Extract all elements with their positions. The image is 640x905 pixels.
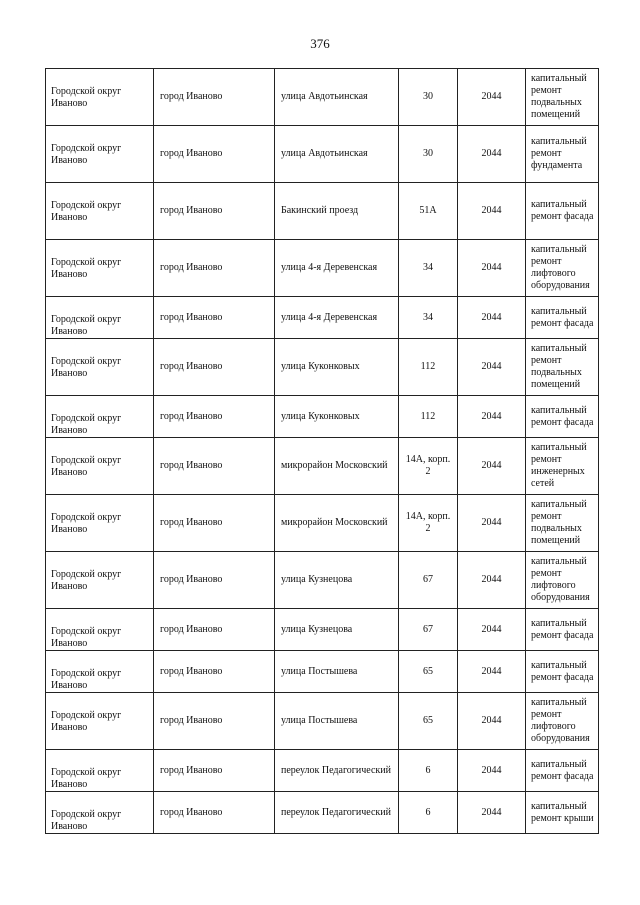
year-cell: 2044 <box>458 69 526 126</box>
table-row <box>46 651 599 693</box>
year-cell: 2044 <box>458 495 526 552</box>
house-number-cell: 65 <box>399 693 458 750</box>
house-number-cell: 30 <box>399 69 458 126</box>
municipality-cell: Городской округ Иваново <box>46 651 154 693</box>
municipality-cell: Городской округ Иваново <box>46 693 154 750</box>
work-type-cell: капитальный ремонт инженерных сетей <box>526 438 599 495</box>
city-cell: город Иваново <box>154 297 275 339</box>
street-cell: улица Кузнецова <box>275 609 399 651</box>
house-number-cell: 6 <box>399 792 458 834</box>
work-type-cell: капитальный ремонт лифтового оборудования <box>526 552 599 609</box>
house-number-cell: 112 <box>399 339 458 396</box>
house-number-cell: 34 <box>399 240 458 297</box>
work-type-cell: капитальный ремонт фасада <box>526 396 599 438</box>
street-cell: улица 4-я Деревенская <box>275 240 399 297</box>
table-row <box>46 495 599 552</box>
table-row <box>46 339 599 396</box>
street-cell: улица Авдотьинская <box>275 69 399 126</box>
city-cell: город Иваново <box>154 69 275 126</box>
municipality-cell: Городской округ Иваново <box>46 495 154 552</box>
house-number-cell: 14А, корп. 2 <box>399 438 458 495</box>
year-cell: 2044 <box>458 651 526 693</box>
municipality-cell: Городской округ Иваново <box>46 297 154 339</box>
city-cell: город Иваново <box>154 126 275 183</box>
municipality-cell: Городской округ Иваново <box>46 339 154 396</box>
city-cell: город Иваново <box>154 183 275 240</box>
table-body <box>46 69 599 834</box>
house-number-cell: 67 <box>399 609 458 651</box>
year-cell: 2044 <box>458 792 526 834</box>
work-type-cell: капитальный ремонт подвальных помещений <box>526 495 599 552</box>
year-cell: 2044 <box>458 750 526 792</box>
street-cell: улица Куконковых <box>275 396 399 438</box>
work-type-cell: капитальный ремонт фасада <box>526 651 599 693</box>
municipality-cell: Городской округ Иваново <box>46 240 154 297</box>
municipality-cell: Городской округ Иваново <box>46 126 154 183</box>
house-number-cell: 14А, корп. 2 <box>399 495 458 552</box>
table-row <box>46 183 599 240</box>
municipality-cell: Городской округ Иваново <box>46 609 154 651</box>
house-number-cell: 65 <box>399 651 458 693</box>
year-cell: 2044 <box>458 552 526 609</box>
year-cell: 2044 <box>458 183 526 240</box>
table-row <box>46 750 599 792</box>
house-number-cell: 30 <box>399 126 458 183</box>
house-number-cell: 67 <box>399 552 458 609</box>
table-row <box>46 609 599 651</box>
table-row <box>46 438 599 495</box>
work-type-cell: капитальный ремонт фасада <box>526 609 599 651</box>
street-cell: микрорайон Московский <box>275 495 399 552</box>
city-cell: город Иваново <box>154 750 275 792</box>
city-cell: город Иваново <box>154 396 275 438</box>
year-cell: 2044 <box>458 297 526 339</box>
work-type-cell: капитальный ремонт подвальных помещений <box>526 69 599 126</box>
municipality-cell: Городской округ Иваново <box>46 396 154 438</box>
table-row <box>46 69 599 126</box>
year-cell: 2044 <box>458 438 526 495</box>
street-cell: улица Авдотьинская <box>275 126 399 183</box>
city-cell: город Иваново <box>154 609 275 651</box>
street-cell: Бакинский проезд <box>275 183 399 240</box>
city-cell: город Иваново <box>154 651 275 693</box>
repair-schedule-table <box>45 68 599 834</box>
work-type-cell: капитальный ремонт фасада <box>526 183 599 240</box>
work-type-cell: капитальный ремонт лифтового оборудования <box>526 240 599 297</box>
house-number-cell: 6 <box>399 750 458 792</box>
city-cell: город Иваново <box>154 438 275 495</box>
street-cell: переулок Педагогический <box>275 792 399 834</box>
street-cell: улица 4-я Деревенская <box>275 297 399 339</box>
municipality-cell: Городской округ Иваново <box>46 792 154 834</box>
city-cell: город Иваново <box>154 552 275 609</box>
year-cell: 2044 <box>458 609 526 651</box>
table-row <box>46 297 599 339</box>
municipality-cell: Городской округ Иваново <box>46 69 154 126</box>
street-cell: улица Постышева <box>275 651 399 693</box>
table-row <box>46 126 599 183</box>
city-cell: город Иваново <box>154 792 275 834</box>
municipality-cell: Городской округ Иваново <box>46 438 154 495</box>
work-type-cell: капитальный ремонт фундамента <box>526 126 599 183</box>
municipality-cell: Городской округ Иваново <box>46 183 154 240</box>
table-row <box>46 240 599 297</box>
house-number-cell: 112 <box>399 396 458 438</box>
work-type-cell: капитальный ремонт фасада <box>526 297 599 339</box>
year-cell: 2044 <box>458 240 526 297</box>
street-cell: улица Куконковых <box>275 339 399 396</box>
street-cell: улица Кузнецова <box>275 552 399 609</box>
year-cell: 2044 <box>458 126 526 183</box>
table-row <box>46 396 599 438</box>
work-type-cell: капитальный ремонт крыши <box>526 792 599 834</box>
year-cell: 2044 <box>458 693 526 750</box>
house-number-cell: 34 <box>399 297 458 339</box>
city-cell: город Иваново <box>154 339 275 396</box>
year-cell: 2044 <box>458 339 526 396</box>
municipality-cell: Городской округ Иваново <box>46 552 154 609</box>
house-number-cell: 51А <box>399 183 458 240</box>
work-type-cell: капитальный ремонт фасада <box>526 750 599 792</box>
street-cell: переулок Педагогический <box>275 750 399 792</box>
year-cell: 2044 <box>458 396 526 438</box>
city-cell: город Иваново <box>154 693 275 750</box>
city-cell: город Иваново <box>154 495 275 552</box>
city-cell: город Иваново <box>154 240 275 297</box>
work-type-cell: капитальный ремонт подвальных помещений <box>526 339 599 396</box>
table-row <box>46 693 599 750</box>
municipality-cell: Городской округ Иваново <box>46 750 154 792</box>
street-cell: улица Постышева <box>275 693 399 750</box>
street-cell: микрорайон Московский <box>275 438 399 495</box>
table-row <box>46 552 599 609</box>
work-type-cell: капитальный ремонт лифтового оборудования <box>526 693 599 750</box>
page-number: 376 <box>310 36 330 51</box>
table-row <box>46 792 599 834</box>
